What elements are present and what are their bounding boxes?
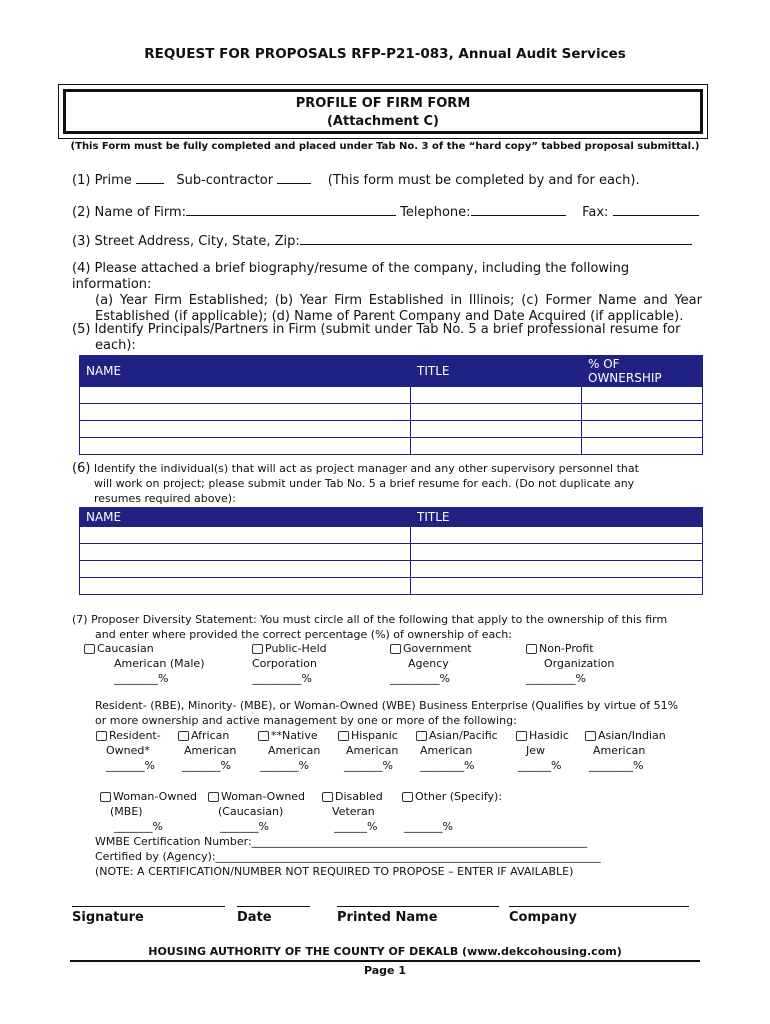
title-cell[interactable] (411, 421, 582, 438)
table-row (80, 527, 703, 544)
subcontractor-label: Sub-contractor (176, 173, 274, 188)
date-label: Date (237, 910, 272, 925)
enterprise-statement: Resident- (RBE), Minority- (MBE), or Woman-Owned (WBE) Business Enterprise (Qualifies by virtue of 51% or more ownership and active management by one or more of the following: (95, 699, 679, 727)
printed-name-label: Printed Name (337, 910, 438, 925)
hasidic-jew-checkbox[interactable] (516, 731, 527, 741)
option-woman-owned-caucasian: Woman-Owned (Caucasian) _______% (208, 789, 305, 834)
table-row (80, 438, 703, 455)
name-cell[interactable] (80, 578, 411, 595)
q1-note: (This form must be completed by and for each). (327, 173, 640, 188)
name-cell[interactable] (80, 404, 411, 421)
fax-label: Fax: (582, 205, 609, 220)
option-asian-pacific-american: Asian/Pacific American ________% (416, 728, 498, 773)
resident-owned-checkbox[interactable] (96, 731, 107, 741)
ownership-cell[interactable] (582, 387, 703, 404)
african-american-checkbox[interactable] (178, 731, 189, 741)
firm-name-label: (2) Name of Firm: (72, 205, 186, 220)
option-hispanic-american: Hispanic American _______% (338, 728, 398, 773)
signature-label: Signature (72, 910, 144, 925)
table-row (80, 421, 703, 438)
public-held-checkbox[interactable] (252, 644, 263, 654)
option-non-profit-organization: Non-Profit Organization _________% (526, 642, 615, 685)
firm-name-field[interactable] (186, 203, 396, 216)
document-title: REQUEST FOR PROPOSALS RFP-P21-083, Annual Audit Services (144, 46, 626, 62)
footer-divider (70, 960, 700, 962)
column-header-name: NAME (80, 508, 411, 527)
form-title: PROFILE OF FIRM FORM (295, 96, 471, 111)
telephone-field[interactable] (471, 203, 566, 216)
subcontractor-field[interactable] (277, 171, 311, 184)
title-cell[interactable] (411, 387, 582, 404)
column-header-title: TITLE (411, 356, 582, 387)
name-cell[interactable] (80, 544, 411, 561)
woman-owned-caucasian-checkbox[interactable] (208, 792, 219, 802)
fax-field[interactable] (613, 203, 699, 216)
certification-note: (NOTE: A CERTIFICATION/NUMBER NOT REQUIRED TO PROPOSE – ENTER IF AVAILABLE) (95, 865, 574, 878)
printed-name-line[interactable] (337, 906, 499, 907)
option-government-agency: Government Agency _________% (390, 642, 472, 685)
prime-field[interactable] (136, 171, 164, 184)
question-4: (4) Please attached a brief biography/resume of the company, including the following information: (a) Year Firm Established; (b) Year Firm Established in Illinois; (c) Former Name and Year Established (if applicable); (d) Name of Parent Company and Date Acquired (if applicable). (72, 261, 702, 324)
option-resident-owned: Resident- Owned* _______% (96, 728, 161, 773)
certified-by-field[interactable]: Certified by (Agency):______________________________________________________________________ (95, 850, 601, 863)
option-woman-owned-mbe: Woman-Owned (MBE) _______% (100, 789, 197, 834)
native-american-checkbox[interactable] (258, 731, 269, 741)
title-cell[interactable] (411, 544, 703, 561)
title-cell[interactable] (411, 561, 703, 578)
question-2 (72, 203, 712, 221)
option-disabled-veteran: Disabled Veteran ______% (322, 789, 383, 834)
address-label: (3) Street Address, City, State, Zip: (72, 234, 300, 249)
page-number: Page 1 (363, 964, 406, 977)
address-field[interactable] (300, 232, 692, 245)
option-asian-indian-american: Asian/Indian American ________% (585, 728, 666, 773)
question-5: (5) Identify Principals/Partners in Firm (submit under Tab No. 5 a brief professional resume for each): (72, 322, 681, 353)
asian-pacific-checkbox[interactable] (416, 731, 427, 741)
form-title-box (63, 89, 703, 134)
title-cell[interactable] (411, 438, 582, 455)
company-label: Company (509, 910, 577, 925)
ownership-cell[interactable] (582, 421, 703, 438)
table-row (80, 578, 703, 595)
option-other-specify: Other (Specify): _______% (404, 790, 503, 833)
name-cell[interactable] (80, 561, 411, 578)
ownership-cell[interactable] (582, 404, 703, 421)
instruction-note: (This Form must be fully completed and placed under Tab No. 3 of the “hard copy” tabbed proposal submittal.) (70, 141, 700, 152)
question-3 (72, 232, 692, 250)
date-line[interactable] (237, 906, 310, 907)
option-african-american: African American _______% (178, 728, 236, 773)
name-cell[interactable] (80, 527, 411, 544)
table-row (80, 561, 703, 578)
non-profit-checkbox[interactable] (526, 644, 537, 654)
option-native-american: **Native American _______% (260, 729, 321, 772)
footer-organization: HOUSING AUTHORITY OF THE COUNTY OF DEKALB (www.dekcohousing.com) (148, 945, 622, 958)
name-cell[interactable] (80, 438, 411, 455)
title-cell[interactable] (411, 578, 703, 595)
name-cell[interactable] (80, 387, 411, 404)
option-public-held-corporation: Public-Held Corporation _________% (252, 642, 327, 685)
company-line[interactable] (509, 906, 689, 907)
column-header-name: NAME (80, 356, 411, 387)
column-header-ownership: % OF OWNERSHIP (582, 356, 703, 387)
supervisory-personnel-table (79, 507, 703, 595)
column-header-title: TITLE (411, 508, 703, 527)
table-row (80, 404, 703, 421)
government-checkbox[interactable] (390, 644, 401, 654)
wmbe-certification-field[interactable]: WMBE Certification Number:_____________________________________________________________ (95, 835, 588, 848)
ownership-cell[interactable] (582, 438, 703, 455)
telephone-label: Telephone: (400, 205, 471, 220)
question-6: (6) Identify the individual(s) that will act as project manager and any other supervisory personnel that will work on project; please submit under Tab No. 5 a brief resume for each. (Do not duplicate any resumes required above): (72, 461, 639, 505)
title-cell[interactable] (411, 527, 703, 544)
title-cell[interactable] (411, 404, 582, 421)
prime-label: Prime (94, 173, 132, 188)
form-subtitle: (Attachment C) (326, 114, 439, 129)
asian-indian-checkbox[interactable] (585, 731, 596, 741)
woman-owned-mbe-checkbox[interactable] (100, 792, 111, 802)
question-1: (1) Prime Sub-contractor (This form must be completed by and for each). (72, 173, 640, 188)
name-cell[interactable] (80, 421, 411, 438)
other-checkbox[interactable] (402, 792, 413, 802)
certification-block (95, 834, 715, 879)
table-row (80, 544, 703, 561)
option-caucasian-american: Caucasian American (Male) ________% (84, 641, 204, 686)
hispanic-american-checkbox[interactable] (338, 731, 349, 741)
question-7: (7) Proposer Diversity Statement: You must circle all of the following that apply to the ownership of this firm and enter where provided the correct percentage (%) of ownership of each: (72, 613, 668, 641)
signature-line[interactable] (72, 906, 225, 907)
table-row (80, 387, 703, 404)
caucasian-checkbox[interactable] (84, 644, 95, 654)
option-hasidic-jew: Hasidic Jew ______% (518, 729, 569, 772)
principals-table (79, 355, 703, 455)
disabled-veteran-checkbox[interactable] (322, 792, 333, 802)
